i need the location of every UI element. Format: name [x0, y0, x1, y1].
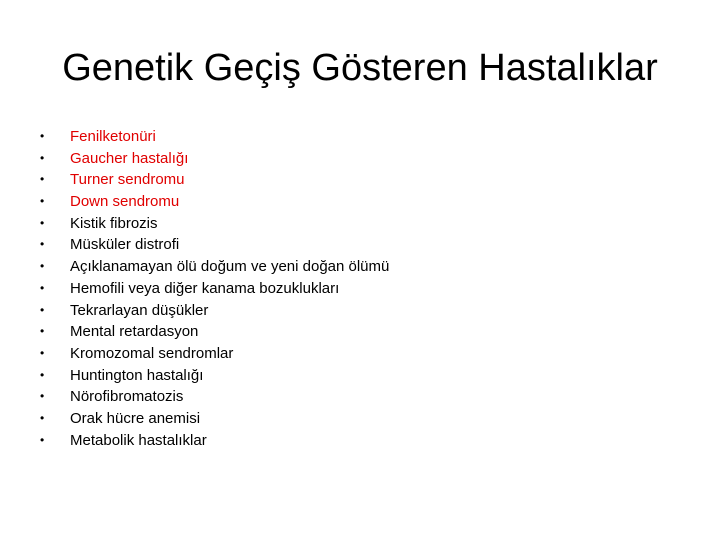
list-item-text: Metabolik hastalıklar	[70, 431, 207, 449]
list-item-text: Tekrarlayan düşükler	[70, 301, 209, 319]
list-item-text: Fenilketonüri	[70, 128, 156, 145]
bullet-icon: •	[40, 280, 45, 295]
list-item	[40, 191, 389, 213]
list-item-text: Açıklanamayan ölü doğum ve yeni doğan ölümü	[70, 258, 390, 276]
bullet-icon: •	[40, 432, 45, 447]
list-item	[40, 213, 389, 235]
list-item	[40, 321, 389, 343]
bullet-icon: •	[40, 389, 45, 404]
list-item	[40, 169, 389, 191]
list-item-text: Huntington hastalığı	[70, 366, 204, 384]
list-item-text: Kromozomal sendromlar	[70, 344, 234, 362]
bullet-icon: •	[40, 367, 45, 382]
list-item-text: Mental retardasyon	[70, 323, 199, 341]
bullet-icon: •	[40, 345, 45, 360]
list-item-text: Hemofili veya diğer kanama bozuklukları	[70, 279, 340, 297]
list-item	[40, 408, 389, 430]
list-item-text: Turner sendromu	[70, 171, 185, 189]
list-item-text: Kistik fibrozis	[70, 214, 158, 232]
bullet-icon: •	[40, 410, 45, 425]
bullet-icon: •	[40, 324, 45, 339]
disease-list	[40, 126, 389, 451]
list-item	[40, 430, 389, 452]
bullet-icon: •	[40, 150, 45, 165]
list-item	[40, 386, 389, 408]
list-item-text: Nörofibromatozis	[70, 388, 184, 406]
slide-title: Genetik Geçiş Gösteren Hastalıklar	[62, 47, 658, 89]
bullet-icon: •	[40, 129, 45, 143]
list-item-text: Down sendromu	[70, 193, 180, 211]
list-item-text: Gaucher hastalığı	[70, 149, 189, 167]
list-item-text: Orak hücre anemisi	[70, 409, 201, 427]
list-item	[40, 126, 389, 148]
bullet-icon: •	[40, 215, 45, 230]
list-item	[40, 148, 389, 170]
list-item	[40, 256, 389, 278]
list-item	[40, 300, 389, 322]
bullet-icon: •	[40, 259, 45, 274]
bullet-icon: •	[40, 237, 45, 252]
bullet-icon: •	[40, 172, 45, 187]
list-item	[40, 365, 389, 387]
list-item-text: Müsküler distrofi	[70, 236, 180, 254]
bullet-icon: •	[40, 194, 45, 209]
list-item	[40, 343, 389, 365]
list-item	[40, 278, 389, 300]
list-item	[40, 234, 389, 256]
bullet-icon: •	[40, 302, 45, 317]
